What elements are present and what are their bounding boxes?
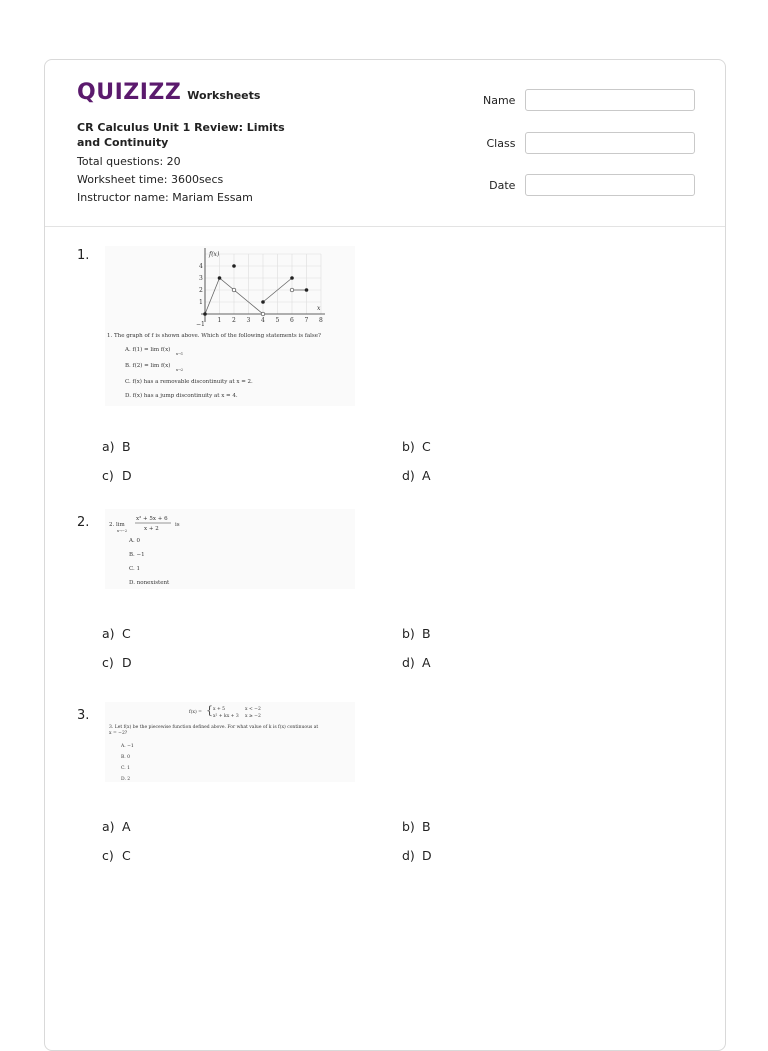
svg-text:3: 3 bbox=[199, 275, 203, 282]
option-text: C bbox=[122, 626, 131, 641]
choice-c-text: C. f(x) has a removable discontinuity at x = 2. bbox=[125, 379, 253, 385]
stem-denominator: x + 2 bbox=[144, 526, 159, 532]
choice-a-sub: x→1 bbox=[176, 352, 184, 356]
question-number: 2. bbox=[77, 515, 90, 530]
choice-a-text: A. 0 bbox=[129, 538, 140, 544]
option-a[interactable]: a) A bbox=[102, 819, 131, 834]
svg-text:−1: −1 bbox=[196, 321, 205, 328]
choice-b-text: B. 0 bbox=[121, 755, 131, 760]
name-input[interactable] bbox=[525, 89, 695, 111]
question-stem-line-1: 3. Let f(x) be the piecewise function defined above. For what value of k is f(x) continuous at bbox=[109, 725, 319, 730]
option-text: D bbox=[122, 655, 132, 670]
svg-text:6: 6 bbox=[290, 317, 294, 324]
name-field bbox=[475, 88, 695, 112]
option-text: D bbox=[422, 848, 432, 863]
logo-wordmark: QUIZIZZ bbox=[77, 80, 182, 105]
option-text: B bbox=[422, 819, 431, 834]
svg-text:1: 1 bbox=[199, 299, 203, 306]
question-number: 3. bbox=[77, 708, 90, 723]
choice-b-text: B. f(2) = lim f(x) bbox=[125, 363, 171, 369]
class-field bbox=[475, 131, 695, 155]
piecewise-cond-2: x ≥ −2 bbox=[245, 714, 261, 719]
worksheet-title: CR Calculus Unit 1 Review: Limits and Continuity bbox=[77, 121, 285, 149]
name-label: Name bbox=[482, 93, 516, 107]
date-field bbox=[475, 173, 695, 197]
option-d[interactable]: d) A bbox=[402, 655, 431, 670]
option-text: C bbox=[122, 848, 131, 863]
svg-text:{: { bbox=[206, 704, 213, 717]
logo-subtitle: Worksheets bbox=[187, 89, 261, 102]
piecewise-case-1: x + 5 bbox=[213, 707, 226, 712]
question-2-image bbox=[105, 509, 355, 589]
date-input[interactable] bbox=[525, 174, 695, 196]
svg-text:3: 3 bbox=[246, 317, 251, 324]
svg-text:1: 1 bbox=[217, 317, 222, 324]
option-c[interactable]: c) D bbox=[102, 655, 132, 670]
option-text: A bbox=[122, 819, 131, 834]
stem-lim: 2. lim bbox=[109, 522, 125, 528]
option-text: A bbox=[422, 655, 431, 670]
choice-c-text: C. 1 bbox=[121, 766, 131, 771]
choice-a-text: A. −1 bbox=[121, 744, 134, 749]
option-d[interactable]: d) D bbox=[402, 848, 432, 863]
stem-is: is bbox=[175, 522, 180, 528]
stem-lim-sub: x→−2 bbox=[117, 529, 128, 533]
option-b[interactable]: b) B bbox=[402, 626, 431, 641]
piecewise-fx: f(x) = bbox=[189, 710, 202, 715]
stem-numerator: x² + 5x + 6 bbox=[136, 516, 168, 522]
svg-text:7: 7 bbox=[304, 317, 309, 324]
option-text: C bbox=[422, 439, 431, 454]
svg-text:8: 8 bbox=[319, 317, 323, 324]
choice-b-sub: x→2 bbox=[176, 368, 184, 372]
worksheet-time: Worksheet time: 3600secs bbox=[77, 173, 224, 186]
option-c[interactable]: c) D bbox=[102, 468, 132, 483]
piecewise-cond-1: x < −2 bbox=[245, 707, 261, 712]
instructor-name: Instructor name: Mariam Essam bbox=[77, 191, 253, 204]
choice-d-text: D. nonexistent bbox=[129, 580, 170, 586]
option-b[interactable]: b) C bbox=[402, 439, 431, 454]
question-stem-line-2: x = −2? bbox=[109, 731, 128, 736]
choice-d-text: D. 2 bbox=[121, 777, 131, 782]
option-text: D bbox=[122, 468, 132, 483]
option-text: B bbox=[422, 626, 431, 641]
svg-text:2: 2 bbox=[232, 317, 236, 324]
option-a[interactable]: a) C bbox=[102, 626, 131, 641]
date-label: Date bbox=[489, 178, 516, 192]
option-text: A bbox=[422, 468, 431, 483]
choice-c-text: C. 1 bbox=[129, 566, 141, 572]
choice-b-text: B. −1 bbox=[129, 552, 145, 558]
option-a[interactable]: a) B bbox=[102, 439, 131, 454]
svg-text:2: 2 bbox=[199, 287, 203, 294]
question-3-image bbox=[105, 702, 355, 782]
class-label: Class bbox=[486, 136, 516, 150]
quizizz-logo bbox=[77, 80, 260, 105]
graph-y-label: f(x) bbox=[209, 251, 220, 258]
graph-x-label: x bbox=[317, 305, 321, 312]
piecewise-case-2: x² + kx + 3 bbox=[213, 714, 239, 719]
svg-text:5: 5 bbox=[275, 317, 280, 324]
option-text: B bbox=[122, 439, 131, 454]
option-d[interactable]: d) A bbox=[402, 468, 431, 483]
svg-text:4: 4 bbox=[199, 263, 203, 270]
choice-d-text: D. f(x) has a jump discontinuity at x = 4. bbox=[125, 393, 238, 399]
worksheet-meta bbox=[77, 120, 297, 207]
total-questions: Total questions: 20 bbox=[77, 155, 181, 168]
choice-a-text: A. f(1) = lim f(x) bbox=[125, 347, 171, 353]
option-b[interactable]: b) B bbox=[402, 819, 431, 834]
worksheet-card bbox=[44, 59, 726, 1051]
class-input[interactable] bbox=[525, 132, 695, 154]
question-number: 1. bbox=[77, 248, 90, 263]
question-1-image bbox=[105, 246, 355, 406]
question-stem: 1. The graph of f is shown above. Which of the following statements is false? bbox=[107, 333, 321, 339]
option-c[interactable]: c) C bbox=[102, 848, 131, 863]
svg-text:4: 4 bbox=[261, 317, 265, 324]
worksheet-header bbox=[45, 60, 725, 227]
